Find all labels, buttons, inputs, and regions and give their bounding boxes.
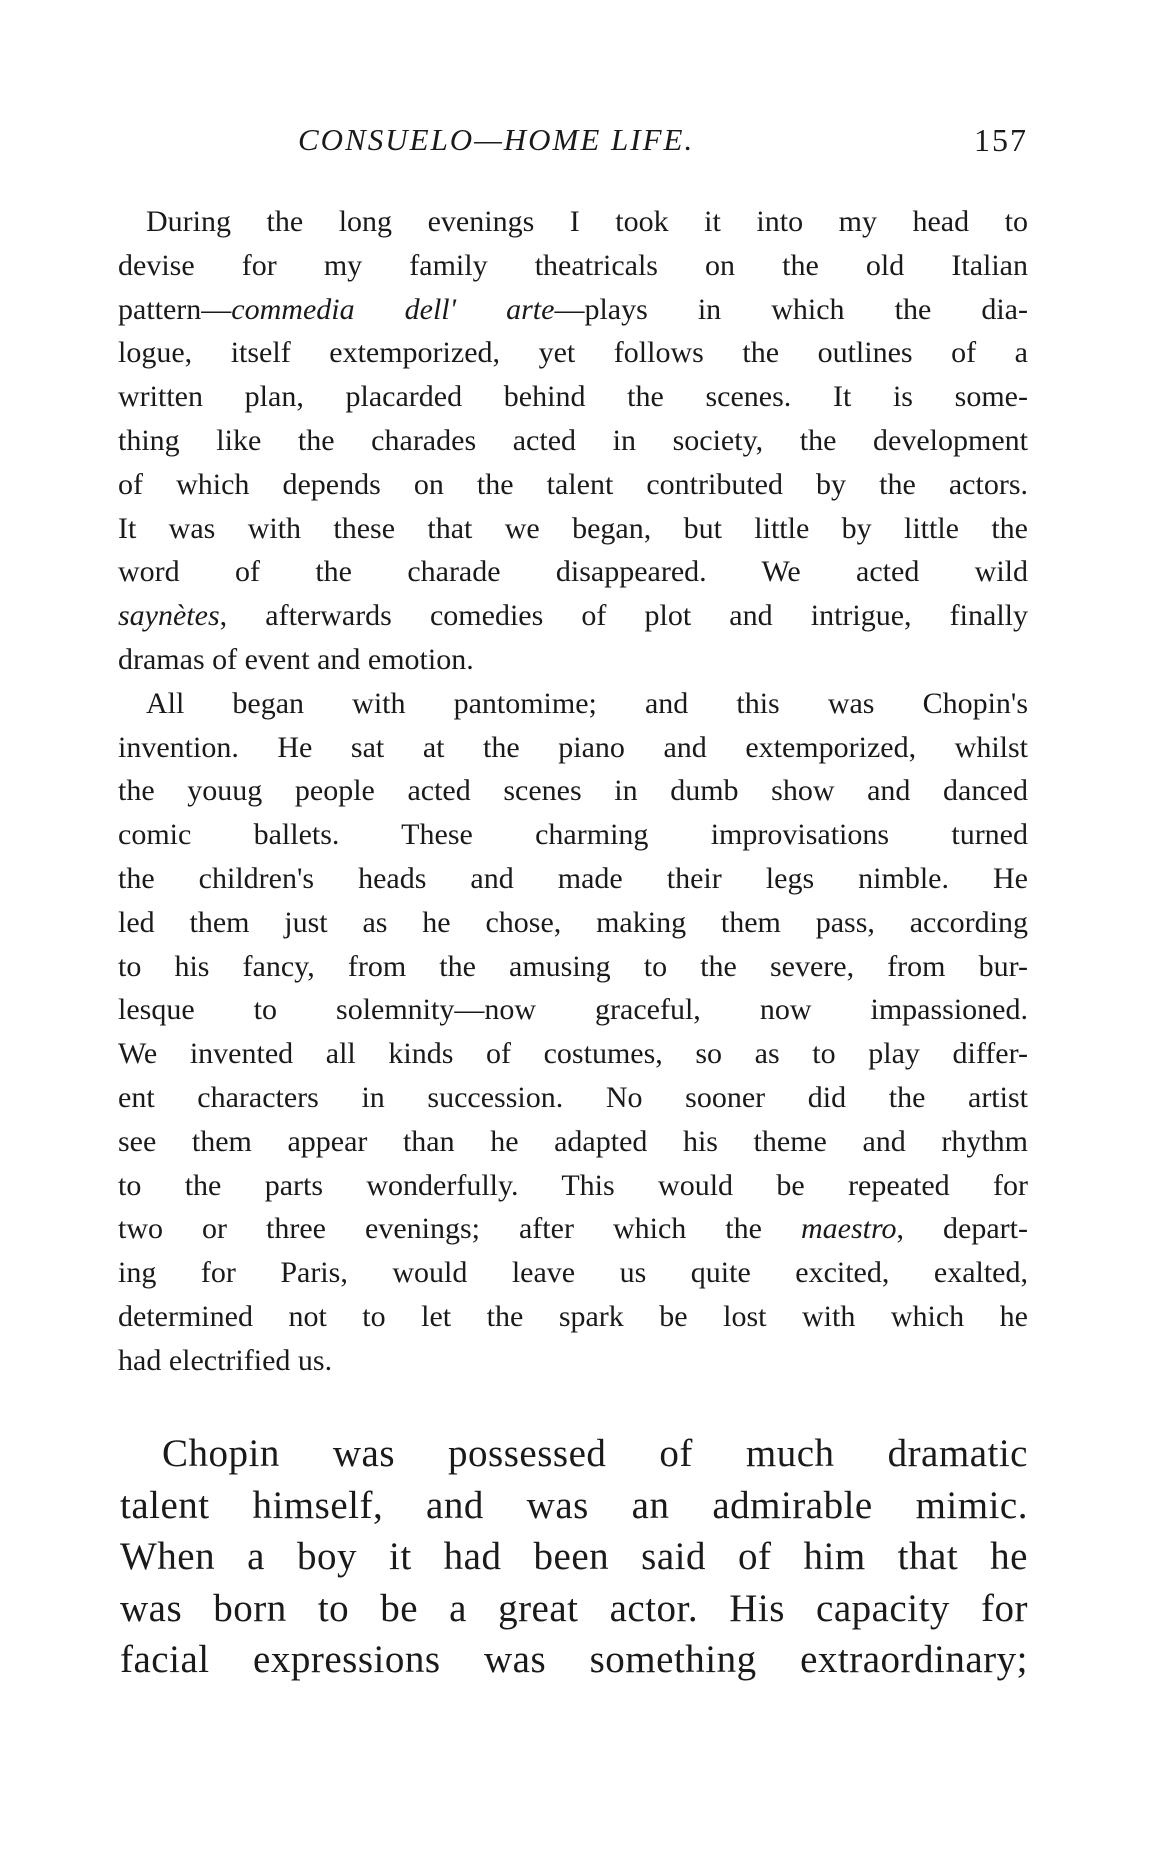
text-segment: —plays in which the dia- bbox=[554, 292, 1028, 326]
text-segment: determined not to let the spark be lost with which he bbox=[118, 1299, 1028, 1333]
text-line bbox=[118, 945, 1028, 989]
text-segment: It was with these that we began, but little by little the bbox=[118, 511, 1028, 545]
text-line bbox=[118, 857, 1028, 901]
italic-text: commedia dell' arte bbox=[231, 292, 555, 326]
text-segment: to his fancy, from the amusing to the severe, from bur- bbox=[118, 949, 1028, 983]
text-segment: pattern— bbox=[118, 292, 232, 326]
text-line bbox=[120, 1531, 1028, 1583]
text-segment: , depart- bbox=[896, 1212, 1028, 1246]
text-line bbox=[118, 550, 1028, 594]
running-title: CONSUELO—HOME LIFE. bbox=[298, 122, 695, 157]
text-segment: devise for my family theatricals on the old Italian bbox=[118, 248, 1028, 282]
italic-text: maestro bbox=[800, 1212, 897, 1246]
text-line bbox=[118, 988, 1028, 1032]
text-segment: had electrified us. bbox=[118, 1343, 333, 1377]
text-segment: written plan, placarded behind the scenes. It is some- bbox=[118, 380, 1028, 414]
text-segment: of which depends on the talent contributed by the actors. bbox=[118, 467, 1028, 501]
text-segment: logue, itself extemporized, yet follows the outlines of a bbox=[118, 336, 1028, 370]
text-segment: talent himself, and was an admirable mimic. bbox=[120, 1483, 1028, 1527]
quoted-passage bbox=[120, 1428, 1028, 1686]
text-segment: thing like the charades acted in society, the development bbox=[118, 423, 1028, 457]
text-segment: ent characters in succession. No sooner did the artist bbox=[118, 1080, 1028, 1114]
text-segment: comic ballets. These charming improvisations turned bbox=[118, 818, 1028, 852]
text-line bbox=[118, 331, 1028, 375]
text-segment: Chopin was possessed of much dramatic bbox=[162, 1432, 1028, 1475]
text-segment: , afterwards comedies of plot and intrigue, finally bbox=[219, 599, 1028, 633]
text-segment: dramas of event and emotion. bbox=[118, 642, 474, 676]
text-line bbox=[118, 901, 1028, 945]
text-line bbox=[120, 1480, 1028, 1532]
text-segment: When a boy it had been said of him that he bbox=[120, 1535, 1028, 1578]
text-segment: two or three evenings; after which the bbox=[118, 1212, 801, 1246]
text-line bbox=[118, 288, 1028, 332]
text-line bbox=[118, 769, 1028, 813]
text-segment: We invented all kinds of costumes, so as to play differ- bbox=[118, 1037, 1028, 1071]
text-line bbox=[118, 1076, 1028, 1120]
text-line bbox=[118, 594, 1028, 638]
text-segment: was born to be a great actor. His capacity for bbox=[120, 1586, 1028, 1630]
text-segment: word of the charade disappeared. We acted wild bbox=[118, 555, 1028, 589]
text-line bbox=[120, 1428, 1028, 1480]
body-text bbox=[118, 200, 1028, 1383]
text-line bbox=[118, 375, 1028, 419]
text-line bbox=[118, 813, 1028, 857]
italic-text: saynètes bbox=[118, 599, 220, 633]
text-line bbox=[118, 244, 1028, 288]
text-line bbox=[118, 1207, 1028, 1251]
text-segment: the youug people acted scenes in dumb show and danced bbox=[118, 774, 1028, 808]
page-header bbox=[118, 122, 1028, 166]
page-number: 157 bbox=[974, 122, 1028, 158]
text-line bbox=[118, 726, 1028, 770]
text-line bbox=[120, 1583, 1028, 1635]
text-segment: the children's heads and made their legs nimble. He bbox=[118, 861, 1028, 895]
text-line bbox=[118, 638, 1028, 682]
text-line bbox=[118, 1295, 1028, 1339]
text-segment: to the parts wonderfully. This would be repeated for bbox=[118, 1168, 1028, 1202]
text-line bbox=[118, 1339, 1028, 1383]
text-segment: facial expressions was something extraordinary; bbox=[120, 1638, 1028, 1681]
text-line bbox=[118, 507, 1028, 551]
text-line bbox=[118, 419, 1028, 463]
text-line bbox=[118, 1164, 1028, 1208]
text-segment: During the long evenings I took it into my head to bbox=[146, 205, 1028, 238]
text-line bbox=[118, 1120, 1028, 1164]
text-line bbox=[118, 463, 1028, 507]
text-line bbox=[118, 1251, 1028, 1295]
text-line bbox=[118, 200, 1028, 244]
text-segment: see them appear than he adapted his theme and rhythm bbox=[118, 1124, 1028, 1158]
text-segment: invention. He sat at the piano and extemporized, whilst bbox=[118, 730, 1028, 764]
text-line bbox=[118, 682, 1028, 726]
text-segment: ing for Paris, would leave us quite excited, exalted, bbox=[118, 1256, 1028, 1290]
text-segment: led them just as he chose, making them pass, according bbox=[118, 905, 1028, 939]
text-line bbox=[120, 1634, 1028, 1686]
text-segment: All began with pantomime; and this was Chopin's bbox=[146, 686, 1028, 720]
text-line bbox=[118, 1032, 1028, 1076]
text-segment: lesque to solemnity—now graceful, now impassioned. bbox=[118, 993, 1028, 1027]
